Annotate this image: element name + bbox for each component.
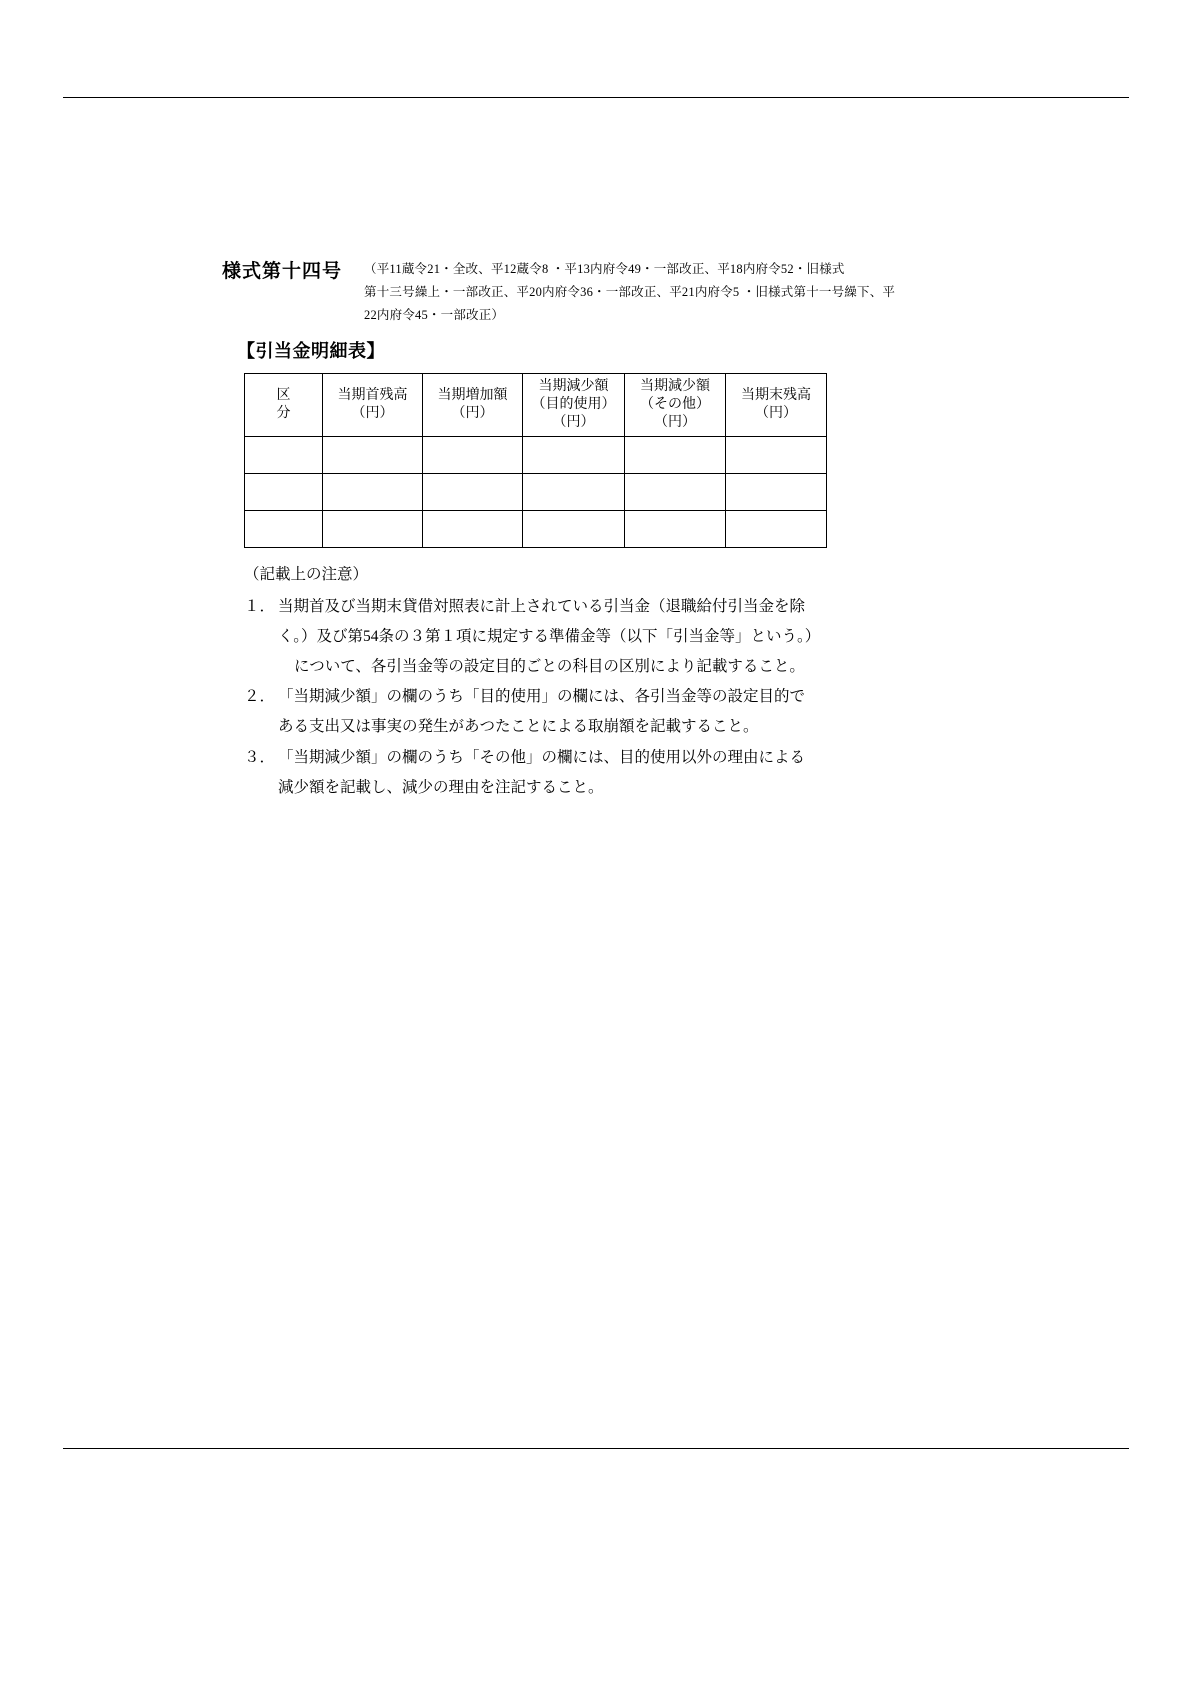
form-number: 様式第十四号 [222, 261, 343, 282]
note-line: 「当期減少額」の欄のうち「その他」の欄には、目的使用以外の理由による [278, 748, 806, 766]
table-cell[interactable] [726, 474, 827, 511]
table-cell[interactable] [323, 474, 423, 511]
column-header-line: 当期末残高 [741, 388, 811, 404]
column-header-line: 当期首残高 [337, 388, 408, 404]
column-header-line: 区 分 [276, 388, 340, 422]
table-cell[interactable] [245, 437, 323, 474]
column-header-line: （円） [552, 415, 595, 431]
column-header-opening-balance [323, 374, 423, 437]
note-item [244, 743, 1082, 803]
revision-note [364, 258, 904, 327]
table-row [245, 511, 827, 548]
column-header-increase [423, 374, 523, 437]
table-cell[interactable] [625, 474, 726, 511]
table-cell[interactable] [726, 437, 827, 474]
table-cell[interactable] [245, 511, 323, 548]
revision-note-line: 22内府令45・一部改正） [364, 308, 505, 323]
column-header-closing-balance [726, 374, 827, 437]
table-cell[interactable] [523, 511, 625, 548]
column-header-line: （円） [351, 406, 394, 422]
table-cell[interactable] [726, 511, 827, 548]
table-header-row [245, 374, 827, 437]
column-header-line: 当期減少額 [640, 379, 710, 395]
column-header-line: （円） [755, 406, 797, 422]
table-cell[interactable] [323, 511, 423, 548]
column-header-decrease-other [625, 374, 726, 437]
note-body [278, 743, 1082, 803]
table-cell[interactable] [625, 511, 726, 548]
table-cell[interactable] [423, 511, 523, 548]
table-cell[interactable] [523, 437, 625, 474]
revision-note-line: （平11蔵令21・全改、平12蔵令8 ・平13内府令49・一部改正、平18内府令52・旧様式 [364, 262, 845, 276]
note-line: 「当期減少額」の欄のうち「目的使用」の欄には、各引当金等の設定目的で [278, 688, 806, 706]
note-body [278, 682, 1082, 742]
page-top-rule [63, 97, 1129, 98]
note-line: ある支出又は事実の発生があつたことによる取崩額を記載すること。 [278, 718, 759, 736]
column-header-line: 当期増加額 [437, 388, 508, 404]
table-cell[interactable] [245, 474, 323, 511]
column-header-decrease-purpose [523, 374, 625, 437]
revision-note-line: 第十三号繰上・一部改正、平20内府令36・一部改正、平21内府令5 ・旧様式第十一号繰下、平 [364, 285, 896, 300]
note-number: １． [244, 598, 276, 616]
note-line: について、各引当金等の設定目的ごとの科目の区別により記載すること。 [294, 657, 805, 675]
note-line: く。）及び第54条の３第１項に規定する準備金等（以下「引当金等」という。） [278, 627, 821, 645]
column-header-kubun [245, 374, 340, 437]
note-number: ３． [244, 748, 276, 766]
table-row [245, 474, 827, 511]
table-cell[interactable] [323, 437, 423, 474]
table-cell[interactable] [523, 474, 625, 511]
note-body [278, 592, 1082, 681]
table-cell[interactable] [423, 474, 523, 511]
table-row [245, 437, 827, 474]
allowance-detail-table [244, 373, 827, 548]
note-number: ２． [244, 688, 276, 706]
note-item [244, 592, 1082, 681]
column-header-line: （円） [451, 406, 494, 422]
form-header [222, 258, 1082, 327]
note-line: 減少額を記載し、減少の理由を注記すること。 [278, 778, 604, 796]
column-header-line: （目的使用） [531, 397, 616, 413]
page-bottom-rule [63, 1448, 1129, 1449]
table-cell[interactable] [423, 437, 523, 474]
page-title: 【引当金明細表】 [237, 341, 385, 362]
note-line: 当期首及び当期末貸借対照表に計上されている引当金（退職給付引当金を除 [278, 598, 806, 616]
notes-title: （記載上の注意） [244, 566, 369, 584]
column-header-line: （円） [654, 415, 696, 431]
column-header-line: 当期減少額 [538, 379, 609, 395]
note-item [244, 682, 1082, 742]
document-content [222, 258, 1082, 803]
table-cell[interactable] [625, 437, 726, 474]
column-header-line: （その他） [640, 397, 710, 413]
notes-section [244, 560, 1082, 802]
